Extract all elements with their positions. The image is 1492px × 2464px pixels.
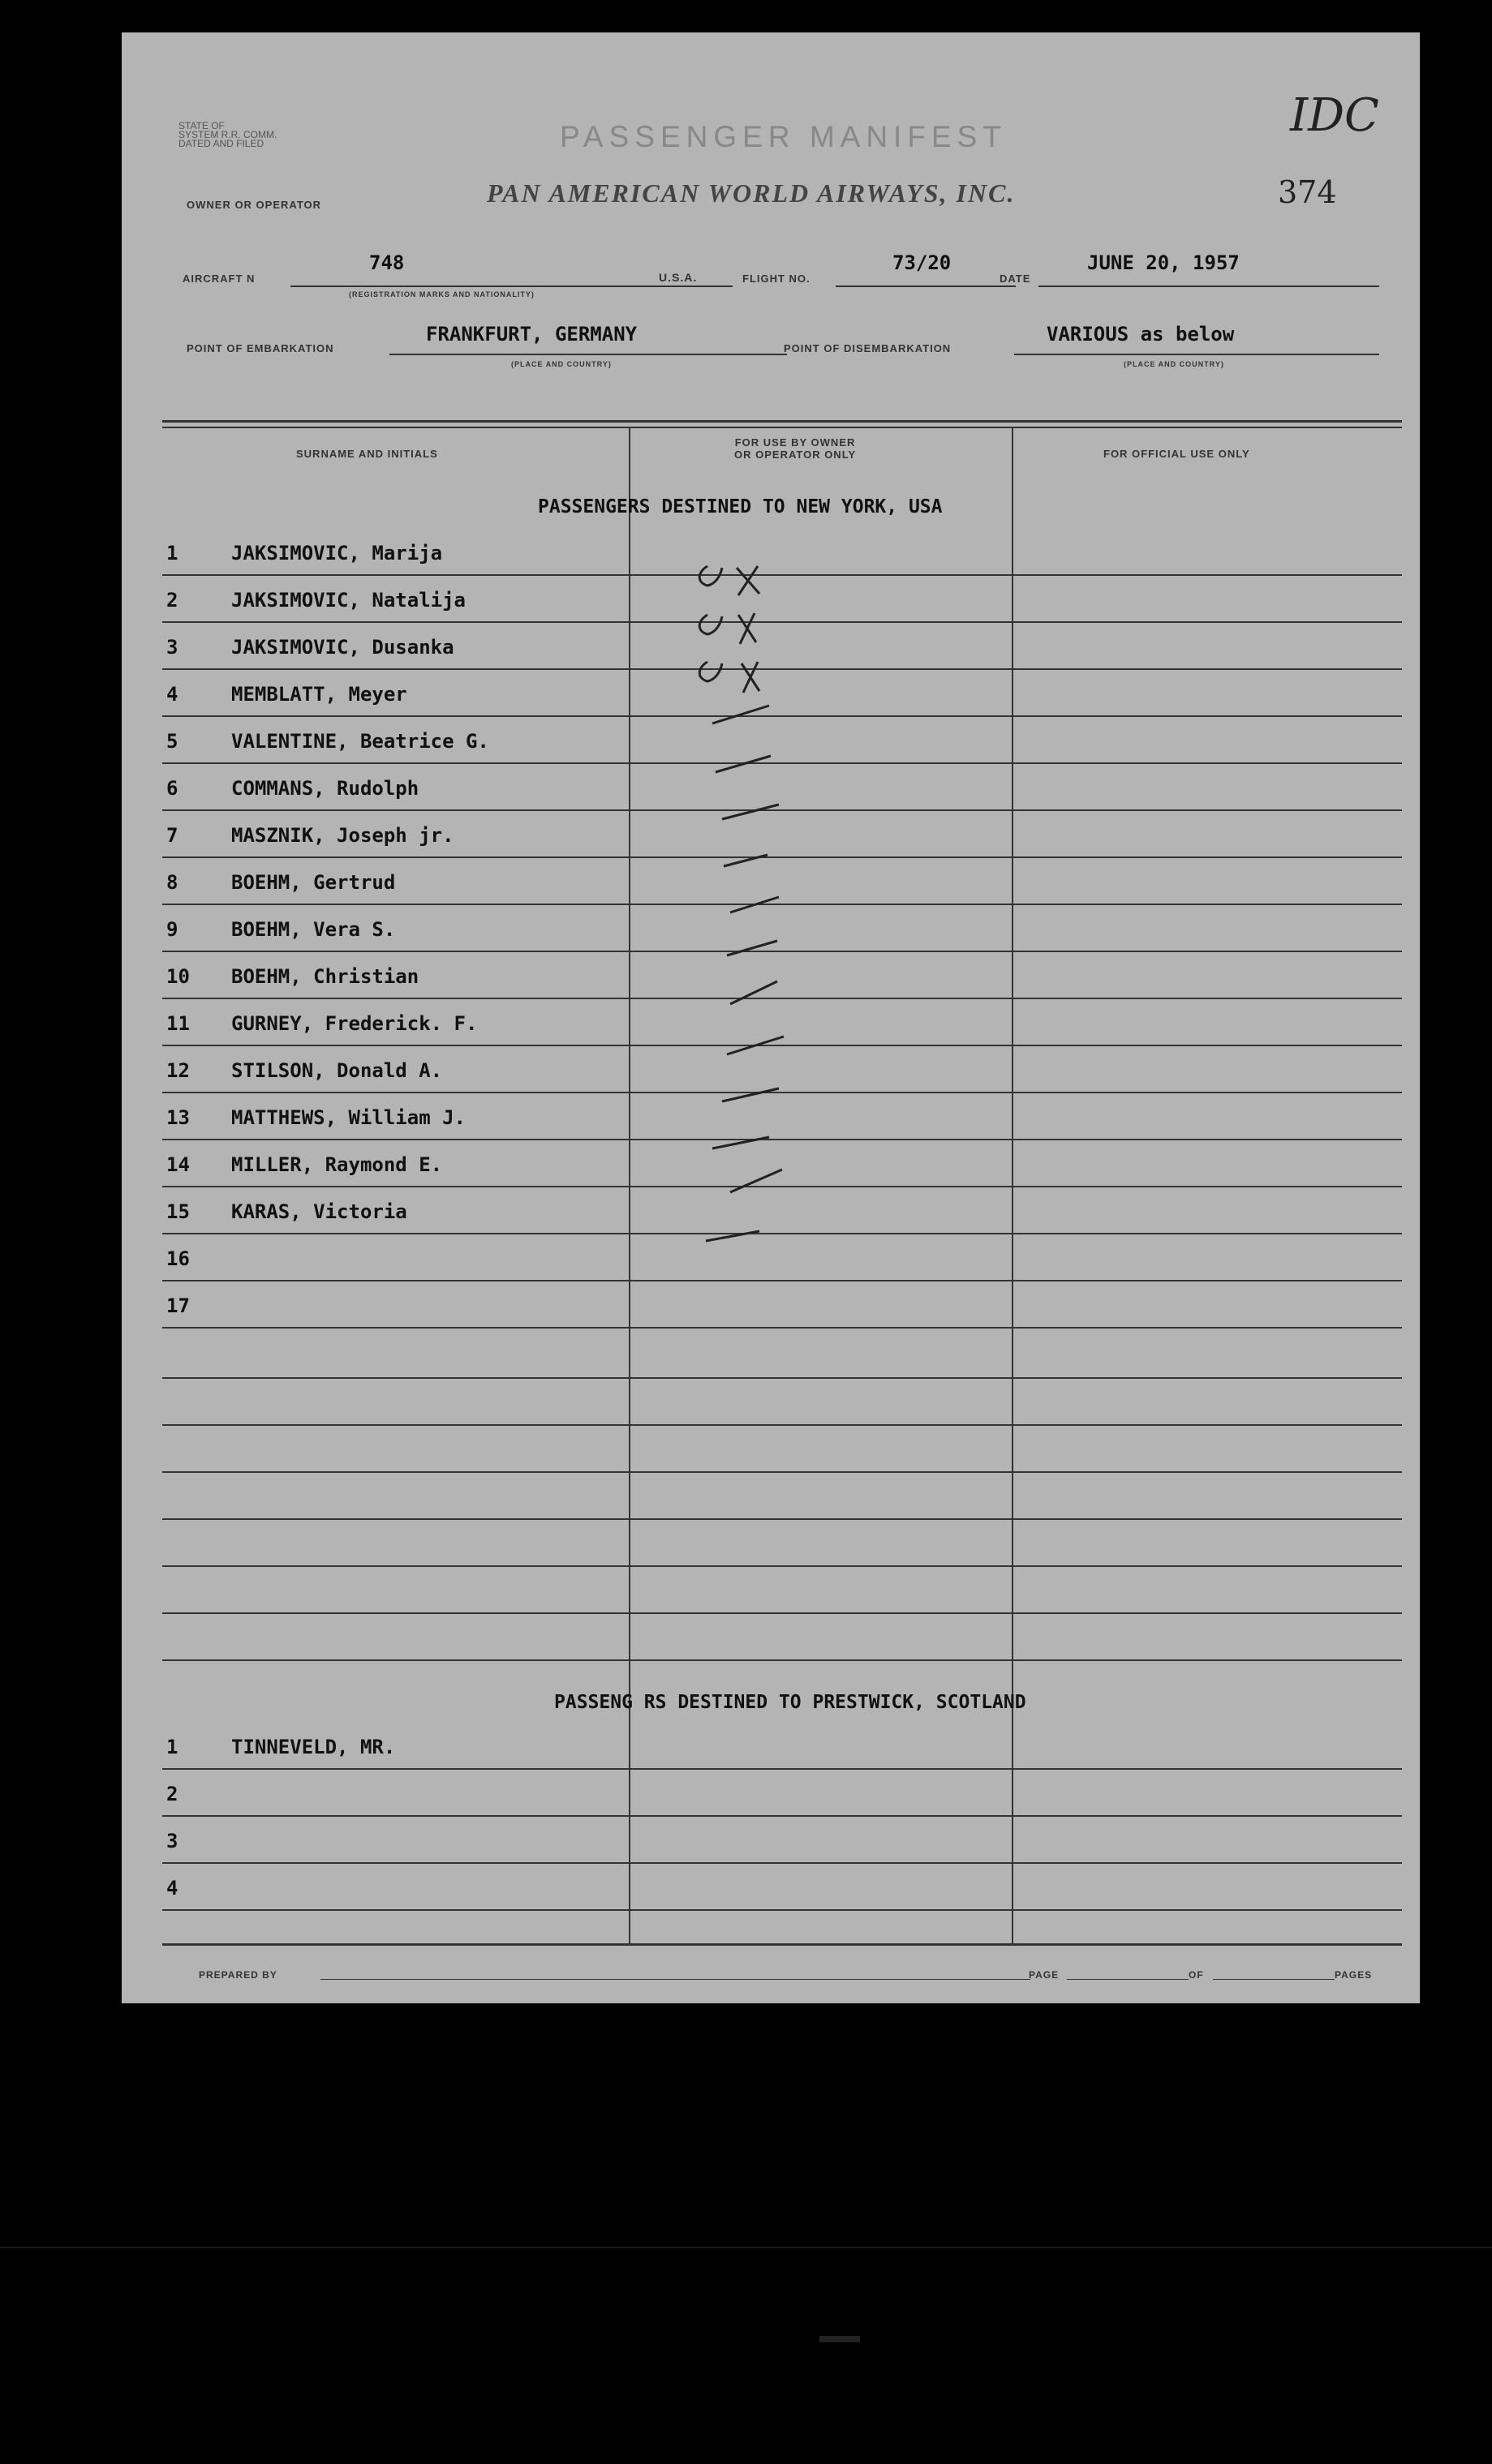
passenger-name: JAKSIMOVIC, Marija — [231, 542, 443, 564]
row-number: 3 — [166, 636, 178, 659]
aircraft-caption: (REGISTRATION MARKS AND NATIONALITY) — [349, 290, 535, 298]
col-owner-header — [734, 436, 856, 461]
blank-row-rule — [162, 1518, 1402, 1520]
embarkation-caption: (PLACE AND COUNTRY) — [511, 360, 612, 368]
passenger-name: JAKSIMOVIC, Dusanka — [231, 636, 454, 659]
row-rule — [162, 1862, 1402, 1864]
flight-label: FLIGHT NO. — [742, 273, 810, 285]
column-divider-2 — [1012, 427, 1013, 1943]
aircraft-value: 748 — [369, 251, 405, 274]
passenger-name: KARAS, Victoria — [231, 1200, 407, 1223]
row-number: 14 — [166, 1153, 190, 1176]
col-owner-header-line1: FOR USE BY OWNER — [734, 436, 856, 449]
blank-row-rule — [162, 1471, 1402, 1473]
passenger-name: BOEHM, Gertrud — [231, 871, 396, 894]
row-rule — [162, 1327, 1402, 1329]
row-number: 8 — [166, 871, 178, 894]
row-number: 2 — [166, 589, 178, 612]
manifest-page — [122, 32, 1420, 2003]
flight-underline — [836, 285, 1016, 287]
blank-row-rule — [162, 1377, 1402, 1379]
row-number: 13 — [166, 1106, 190, 1129]
row-rule — [162, 1815, 1402, 1817]
row-number: 1 — [166, 1736, 178, 1758]
of-label: OF — [1189, 1969, 1204, 1981]
date-underline — [1038, 285, 1379, 287]
scan-artifact-mark — [819, 2336, 860, 2342]
prepared-by-label: PREPARED BY — [199, 1969, 277, 1981]
row-number: 1 — [166, 542, 178, 564]
section2-heading: PASSENG RS DESTINED TO PRESTWICK, SCOTLAND — [554, 1692, 1026, 1713]
blank-row-rule — [162, 1612, 1402, 1614]
row-number: 16 — [166, 1247, 190, 1270]
passenger-name: STILSON, Donald A. — [231, 1059, 443, 1082]
row-number: 4 — [166, 683, 178, 706]
owner-label: OWNER OR OPERATOR — [187, 199, 322, 211]
row-number: 2 — [166, 1783, 178, 1805]
embarkation-label: POINT OF EMBARKATION — [187, 342, 334, 354]
page-label: PAGE — [1029, 1969, 1060, 1981]
aircraft-label: AIRCRAFT N — [183, 273, 256, 285]
table-top-rule-2 — [162, 427, 1402, 428]
disembarkation-underline — [1014, 354, 1379, 355]
prepared-by-underline — [320, 1979, 1030, 1980]
row-rule — [162, 1909, 1402, 1911]
row-number: 3 — [166, 1830, 178, 1852]
disembarkation-caption: (PLACE AND COUNTRY) — [1124, 360, 1224, 368]
blank-row-rule — [162, 1565, 1402, 1567]
row-rule — [162, 1768, 1402, 1770]
page-underline — [1067, 1979, 1189, 1980]
row-number: 10 — [166, 965, 190, 988]
passenger-name: MATTHEWS, William J. — [231, 1106, 466, 1129]
row-number: 6 — [166, 777, 178, 800]
handwritten-checkmarks — [576, 543, 901, 1273]
embarkation-underline — [389, 354, 787, 355]
row-rule — [162, 1280, 1402, 1281]
row-number: 15 — [166, 1200, 190, 1223]
disembarkation-label: POINT OF DISEMBARKATION — [784, 342, 952, 354]
filing-stamp — [178, 122, 277, 148]
passenger-name: BOEHM, Christian — [231, 965, 419, 988]
date-label: DATE — [1000, 273, 1031, 285]
passenger-name: VALENTINE, Beatrice G. — [231, 730, 489, 753]
stamp-line-1: STATE OF — [178, 120, 225, 131]
passenger-name: TINNEVELD, MR. — [231, 1736, 396, 1758]
passenger-name: JAKSIMOVIC, Natalija — [231, 589, 466, 612]
row-number: 7 — [166, 824, 178, 847]
col-owner-header-line2: OR OPERATOR ONLY — [734, 449, 857, 461]
country-label: U.S.A. — [659, 271, 698, 284]
stamp-line-3: DATED AND FILED — [178, 138, 264, 149]
blank-row-rule — [162, 1659, 1402, 1661]
date-value: JUNE 20, 1957 — [1087, 251, 1240, 274]
embarkation-value: FRANKFURT, GERMANY — [426, 323, 638, 346]
col-surname-header: SURNAME AND INITIALS — [296, 448, 438, 460]
col-official-header: FOR OFFICIAL USE ONLY — [1103, 448, 1250, 460]
row-number: 12 — [166, 1059, 190, 1082]
passenger-name: GURNEY, Frederick. F. — [231, 1012, 478, 1035]
disembarkation-value: VARIOUS as below — [1047, 323, 1235, 346]
passenger-name: COMMANS, Rudolph — [231, 777, 419, 800]
section1-heading: PASSENGERS DESTINED TO NEW YORK, USA — [538, 496, 943, 517]
passenger-name: MILLER, Raymond E. — [231, 1153, 443, 1176]
row-number: 5 — [166, 730, 178, 753]
of-underline — [1213, 1979, 1335, 1980]
pages-label: PAGES — [1335, 1969, 1373, 1981]
manifest-number: 374 — [1278, 174, 1337, 210]
blank-row-rule — [162, 1424, 1402, 1426]
stamp-line-2: SYSTEM R.R. COMM. — [178, 129, 277, 140]
table-bottom-rule — [162, 1943, 1402, 1946]
row-number: 17 — [166, 1294, 190, 1317]
row-number: 9 — [166, 918, 178, 941]
flight-value: 73/20 — [892, 251, 952, 274]
aircraft-underline — [290, 285, 733, 287]
passenger-name: MASZNIK, Joseph jr. — [231, 824, 454, 847]
passenger-name: BOEHM, Vera S. — [231, 918, 396, 941]
handwritten-annotation: IDC — [1290, 89, 1379, 142]
scan-artifact-line — [0, 2247, 1492, 2248]
table-top-rule — [162, 420, 1402, 423]
passenger-name: MEMBLATT, Meyer — [231, 683, 407, 706]
operator-name: PAN AMERICAN WORLD AIRWAYS, INC. — [487, 178, 1016, 208]
row-number: 11 — [166, 1012, 190, 1035]
row-number: 4 — [166, 1877, 178, 1900]
manifest-title: PASSENGER MANIFEST — [560, 120, 1007, 153]
